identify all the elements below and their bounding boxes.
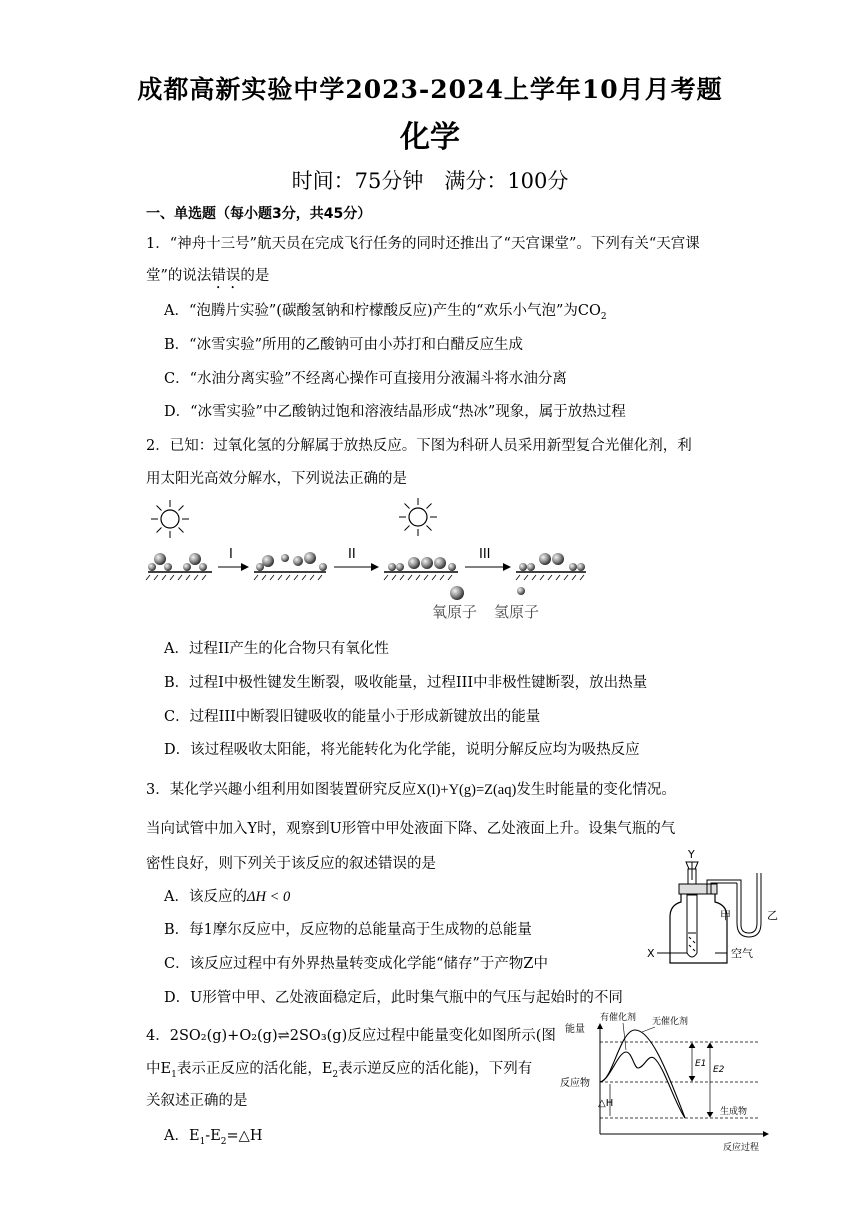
q2-option-a: A．过程II产生的化合物只有氧化性: [164, 641, 389, 657]
q2-step-1: I: [229, 547, 233, 562]
q1-option-a-sub: 2: [600, 311, 607, 322]
q1-stem-line1: 1．“神舟十三号”航天员在完成飞行任务的同时还推出了“天宫课堂”。下列有关“天宫课: [146, 236, 700, 252]
q4-option-a: [164, 1124, 262, 1147]
label-y: Y: [688, 848, 695, 861]
label-yi: 乙: [767, 909, 778, 922]
q4-option-a-sub1: 1: [199, 1136, 206, 1147]
q3-stem-line2: 当向试管中加入Y时，观察到U形管中甲处液面下降、乙处液面上升。设集气瓶的气: [146, 821, 676, 837]
q4-option-a-pre: A．E: [164, 1128, 200, 1144]
label-x: X: [647, 947, 655, 960]
q4-option-a-sub2: 2: [220, 1136, 227, 1147]
q3-option-a-text: A．该反应的: [164, 889, 247, 905]
q2-stem-line2: 用太阳光高效分解水，下列说法正确的是: [146, 471, 407, 487]
q4-stem-mid: 表示正反应的活化能，E: [176, 1061, 333, 1077]
q3-option-b: B．每1摩尔反应中，反应物的总能量高于生成物的总能量: [164, 922, 532, 938]
q3-stem-pre: 3．某化学兴趣小组利用如图装置研究反应: [146, 782, 417, 798]
q2-option-b: B．过程I中极性键发生断裂，吸收能量，过程III中非极性键断裂，放出热量: [164, 675, 648, 691]
q2-water-splitting-diagram: [140, 495, 600, 625]
q2-stem-line1: 2．已知：过氧化氢的分解属于放热反应。下图为科研人员采用新型复合光催化剂，利: [146, 438, 692, 454]
label-air: 空气: [731, 947, 753, 960]
label-jia: 甲: [720, 909, 731, 922]
q2-option-c: C．过程III中断裂旧键吸收的能量小于形成新键放出的能量: [164, 709, 541, 725]
graph-ylabel: 能量: [565, 1024, 585, 1035]
q1-option-d: D．“冰雪实验”中乙酸钠过饱和溶液结晶形成“热冰”现象，属于放热过程: [164, 404, 626, 420]
q1-option-a-text: A．“泡腾片实验”(碳酸氢钠和柠檬酸反应)产生的“欢乐小气泡”为CO: [164, 303, 601, 319]
q1-option-b: B．“冰雪实验”所用的乙酸钠可由小苏打和白醋反应生成: [164, 337, 523, 353]
q3-option-a-math: ΔH < 0: [246, 889, 291, 905]
q4-sub2: 2: [332, 1069, 339, 1080]
q1-stem-post: 的是: [240, 268, 270, 284]
section-heading: 一、单选题（每小题3分，共45分）: [146, 206, 372, 222]
q1-option-c: C．“水油分离实验”不经离心操作可直接用分液漏斗将水油分离: [164, 371, 567, 387]
q1-stem-line2: [146, 264, 269, 292]
exam-title: 成都高新实验中学2023-2024上学年10月月考题: [137, 75, 723, 104]
label-product: 生成物: [720, 1107, 748, 1117]
q1-emphasis: 错误: [211, 268, 241, 284]
q4-stem-line3: 关叙述正确的是: [146, 1093, 248, 1109]
sun-icon: [399, 498, 437, 536]
legend-hydrogen: 氢原子: [494, 603, 540, 621]
q3-option-d: D．U形管中甲、乙处液面稳定后，此时集气瓶中的气压与起始时的不同: [164, 990, 623, 1006]
q4-option-a-post: =△H: [226, 1128, 263, 1144]
q3-equation: X(l)+Y(g)=Z(aq): [416, 782, 517, 798]
q3-option-c: C．该反应过程中有外界热量转变成化学能“储存”于产物Z中: [164, 956, 548, 972]
time-info: 时间：75分钟 满分：100分: [291, 169, 569, 193]
q3-stem-post: 发生时能量的变化情况。: [516, 782, 676, 798]
label-e2: E2: [713, 1065, 725, 1075]
q2-step-3: III: [479, 547, 491, 562]
q3-stem-line3: 密性良好，则下列关于该反应的叙述错误的是: [146, 856, 436, 872]
sun-icon: [151, 500, 189, 538]
legend-oxygen: 氧原子: [432, 603, 478, 621]
q4-stem-pre: 中E: [146, 1061, 172, 1077]
q3-option-a: [164, 885, 290, 906]
label-e1: E1: [695, 1059, 707, 1069]
graph-xlabel: 反应过程: [723, 1143, 760, 1153]
q3-apparatus-diagram: [645, 845, 780, 970]
q4-stem-line1: 4．2SO₂(g)+O₂(g)⇌2SO₃(g)反应过程中能量变化如图所示(图: [146, 1028, 556, 1044]
label-catalyst: 有催化剂: [600, 1013, 637, 1023]
q1-option-a: [164, 299, 607, 322]
q3-stem-line1: [146, 778, 676, 799]
q4-energy-diagram: [560, 1010, 775, 1155]
label-no-catalyst: 无催化剂: [652, 1017, 689, 1027]
q1-stem-pre: 堂”的说法: [146, 268, 212, 284]
q4-sub1: 1: [171, 1069, 177, 1080]
label-reactant: 反应物: [560, 1078, 590, 1089]
subject-title: 化学: [400, 120, 460, 155]
q4-stem-line2: [146, 1057, 532, 1080]
q2-step-2: II: [348, 547, 356, 562]
q4-option-a-mid: -E: [205, 1128, 221, 1144]
label-dh: △H: [598, 1098, 614, 1109]
q2-option-d: D．该过程吸收太阳能，将光能转化为化学能，说明分解反应均为吸热反应: [164, 742, 640, 758]
q4-stem-post: 表示逆反应的活化能)，下列有: [338, 1061, 533, 1077]
